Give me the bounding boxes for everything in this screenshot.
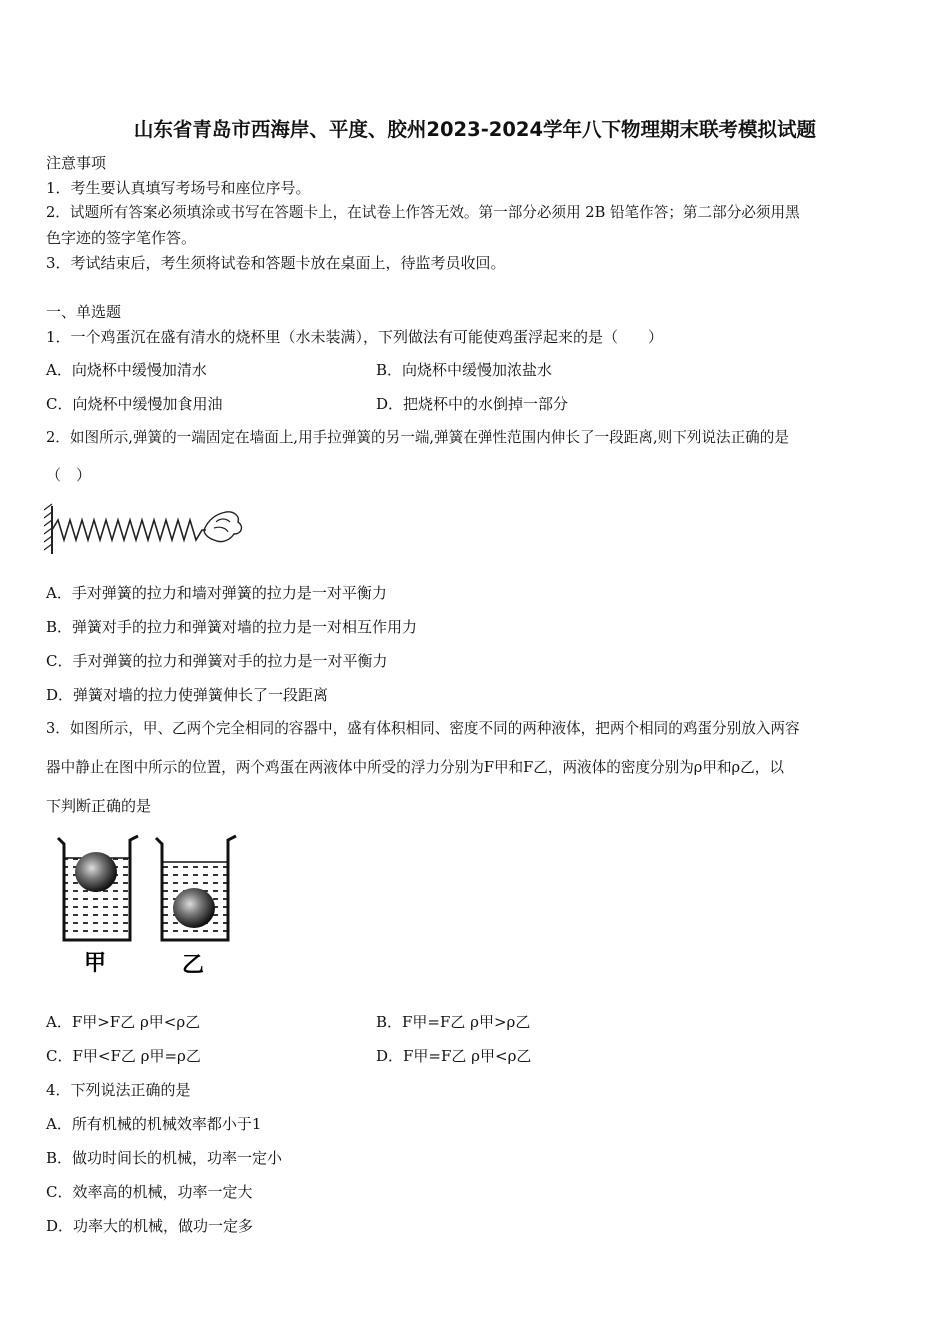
q3-option-d: D．F甲=F乙 ρ甲<ρ乙	[376, 1047, 532, 1065]
q2-option-a: A．手对弹簧的拉力和墙对弹簧的拉力是一对平衡力	[46, 584, 387, 602]
q1-option-d: D．把烧杯中的水倒掉一部分	[376, 395, 569, 413]
beakers-figure	[52, 832, 252, 982]
q2-stem: 2．如图所示,弹簧的一端固定在墙面上,用手拉弹簧的另一端,弹簧在弹性范围内伸长了一段距离,则下列说法正确的是	[46, 429, 789, 446]
q2-option-c: C．手对弹簧的拉力和弹簧对手的拉力是一对平衡力	[46, 652, 388, 670]
q3-stem-line2: 器中静止在图中所示的位置，两个鸡蛋在两液体中所受的浮力分别为F甲和F乙，两液体的密度分别为ρ甲和ρ乙，以	[46, 759, 784, 776]
q4-option-d: D．功率大的机械，做功一定多	[46, 1217, 254, 1235]
q4-stem: 4．下列说法正确的是	[46, 1081, 191, 1099]
spring-figure	[44, 500, 244, 560]
notice-item: 3．考试结束后，考生须将试卷和答题卡放在桌面上，待监考员收回。	[46, 254, 506, 272]
notice-item: 2．试题所有答案必须填涂或书写在答题卡上，在试卷上作答无效。第一部分必须用 2B 铅笔作答；第二部分必须用黑	[46, 204, 800, 221]
q2-blank: （ ）	[46, 466, 92, 484]
q1-option-a: A．向烧杯中缓慢加清水	[46, 361, 207, 379]
q4-option-c: C．效率高的机械，功率一定大	[46, 1183, 253, 1201]
q3-stem-line3: 下判断正确的是	[46, 797, 152, 815]
q3-option-b: B．F甲=F乙 ρ甲>ρ乙	[376, 1013, 531, 1031]
notice-item: 1．考生要认真填写考场号和座位序号。	[46, 179, 311, 197]
notice-heading: 注意事项	[46, 154, 107, 172]
q1-option-b: B．向烧杯中缓慢加浓盐水	[376, 361, 553, 379]
q1-stem: 1．一个鸡蛋沉在盛有清水的烧杯里（水未装满），下列做法有可能使鸡蛋浮起来的是（ ）	[46, 328, 664, 346]
page-title: 山东省青岛市西海岸、平度、胶州2023-2024学年八下物理期末联考模拟试题	[133, 118, 817, 141]
q4-option-b: B．做功时间长的机械，功率一定小	[46, 1149, 283, 1167]
q3-option-a: A．F甲>F乙 ρ甲<ρ乙	[46, 1013, 201, 1031]
q3-stem-line1: 3．如图所示，甲、乙两个完全相同的容器中，盛有体积相同、密度不同的两种液体，把两个相同的鸡蛋分别放入两容	[46, 720, 800, 737]
notice-item: 色字迹的签字笔作答。	[46, 229, 197, 247]
beaker-label-jia: 甲	[84, 951, 107, 976]
q2-option-b: B．弹簧对手的拉力和弹簧对墙的拉力是一对相互作用力	[46, 618, 418, 636]
beaker-label-yi: 乙	[182, 953, 205, 978]
section-heading: 一、单选题	[46, 303, 122, 321]
q3-option-c: C．F甲<F乙 ρ甲=ρ乙	[46, 1047, 201, 1065]
q1-option-c: C．向烧杯中缓慢加食用油	[46, 395, 223, 413]
q4-option-a: A．所有机械的机械效率都小于1	[46, 1115, 262, 1133]
q2-option-d: D．弹簧对墙的拉力使弹簧伸长了一段距离	[46, 686, 329, 704]
